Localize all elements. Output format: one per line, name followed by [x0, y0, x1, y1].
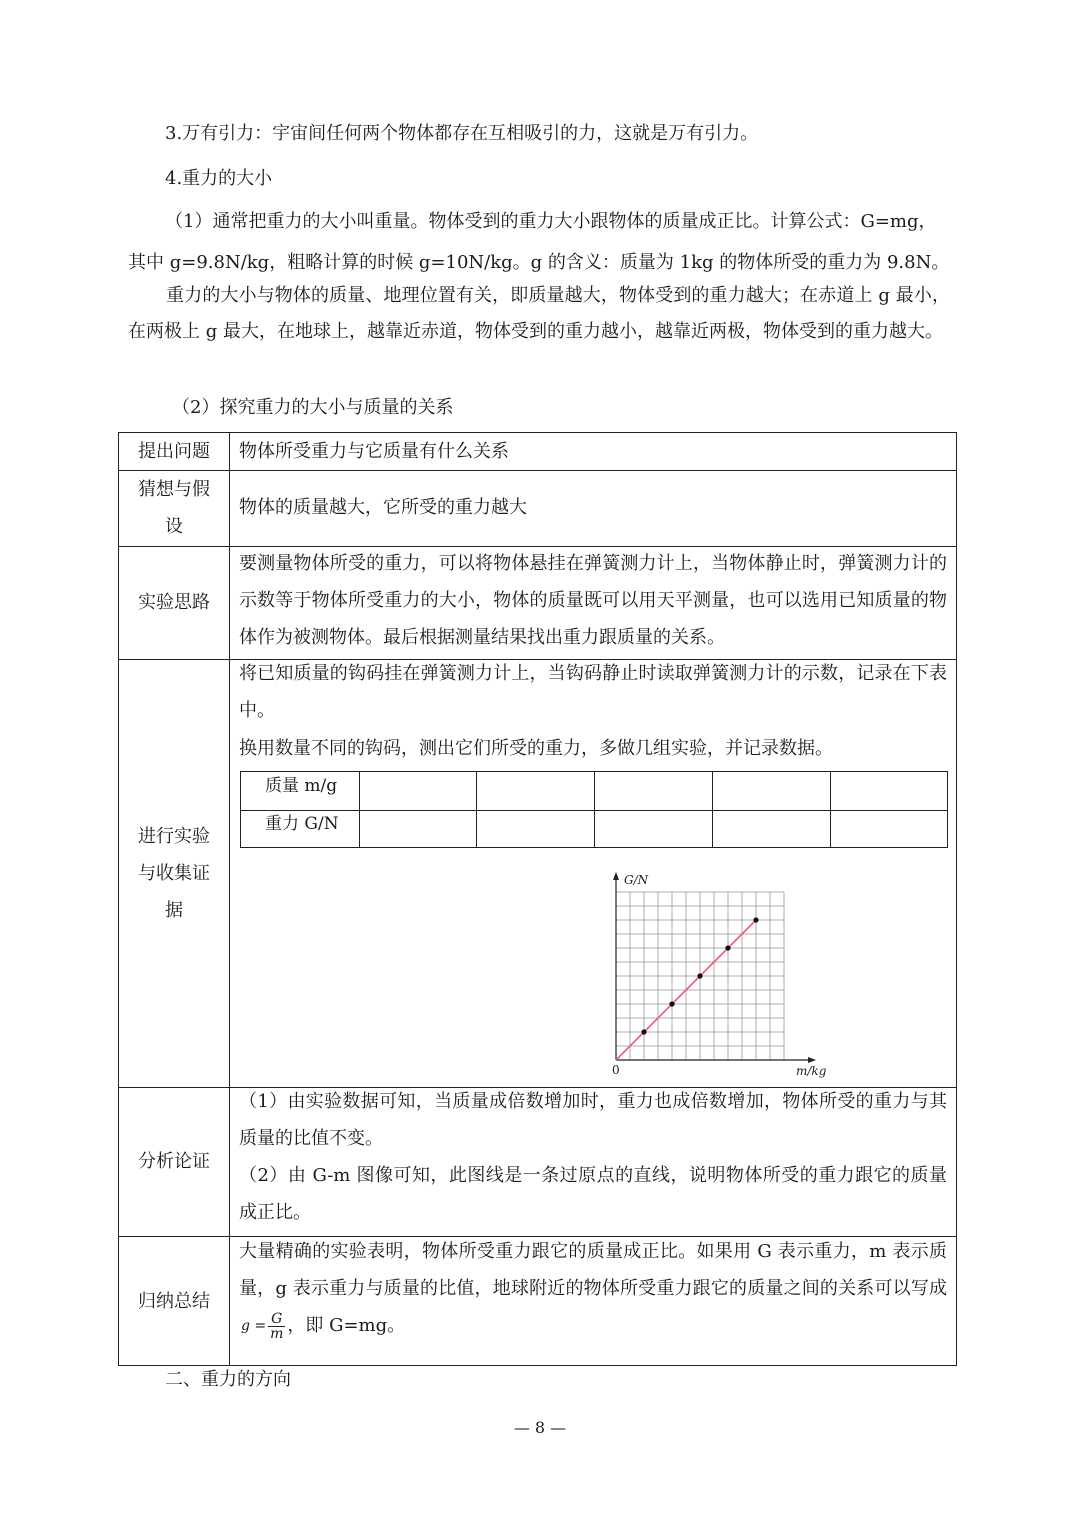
chart-origin-label: 0	[612, 1063, 620, 1077]
para-3: （2）探究重力的大小与质量的关系	[172, 397, 454, 418]
chart-y-arrow	[613, 872, 619, 880]
g-m-chart	[489, 848, 849, 1083]
page-number: — 8 —	[513, 1418, 567, 1437]
item-3: 3.万有引力：宇宙间任何两个物体都存在互相吸引的力，这就是万有引力。	[165, 123, 759, 144]
experiment-table	[118, 432, 957, 1366]
row-content-hypothesis: 物体的质量越大，它所受的重力越大	[239, 497, 527, 518]
row-content-approach: 要测量物体所受的重力，可以将物体悬挂在弹簧测力计上，当物体静止时，弹簧测力计的示数等于物体所受重力的大小，物体的质量既可以用天平测量，也可以选用已知质量的物体作为被测物体。最后根据测量结果找出重力跟质量的关系。	[239, 553, 947, 648]
row-header-summary: 归纳总结	[138, 1291, 210, 1312]
row-content-analysis-2: （2）由 G-m 图像可知，此图线是一条过原点的直线，说明物体所受的重力跟它的质量成正比。	[239, 1165, 947, 1223]
para-2: 重力的大小与物体的质量、地理位置有关，即质量越大，物体受到的重力越大；在赤道上 g 最小，在两极上 g 最大，在地球上，越靠近赤道，物体受到的重力越小，越靠近两极，物体受到的重力越大。	[128, 285, 950, 342]
row-header-analysis: 分析论证	[138, 1151, 210, 1172]
chart-data-point	[641, 1029, 646, 1034]
chart-data-point	[669, 1001, 674, 1006]
section-heading: 二、重力的方向	[165, 1369, 291, 1390]
para-1-line-2: 其中 g=9.8N/kg，粗略计算的时候 g=10N/kg。g 的含义：质量为 1kg 的物体所受的重力为 9.8N。	[128, 252, 950, 273]
chart-y-axis-label: G/N	[624, 873, 649, 887]
formula-g: g = $\frac{G}{m}$	[241, 1310, 284, 1342]
row-content-analysis-1: （1）由实验数据可知，当质量成倍数增加时，重力也成倍数增加，物体所受的重力与其质量的比值不变。	[239, 1091, 947, 1149]
row-header-question: 提出问题	[138, 441, 210, 462]
row-header-experiment: 进行实验与收集证据	[138, 825, 210, 921]
row-content-experiment-2: 换用数量不同的钩码，测出它们所受的重力，多做几组实验，并记录数据。	[239, 738, 833, 759]
para-1-line-1: （1）通常把重力的大小叫重量。物体受到的重力大小跟物体的质量成正比。计算公式：G=mg，	[165, 211, 937, 232]
row-content-summary: 大量精确的实验表明，物体所受重力跟它的质量成正比。如果用 G 表示重力，m 表示质量，g 表示重力与质量的比值，地球附近的物体所受重力跟它的质量之间的关系可以写成 g = $\frac{G}{m}$ ，即 G=mg。	[239, 1241, 947, 1342]
chart-x-arrow	[808, 1057, 816, 1063]
chart-data-point	[725, 945, 730, 950]
item-4: 4.重力的大小	[165, 168, 273, 189]
row-content-experiment-1: 将已知质量的钩码挂在弹簧测力计上，当钩码静止时读取弹簧测力计的示数，记录在下表中。	[239, 663, 947, 721]
data-table-weight-label: 重力 G/N	[265, 814, 339, 834]
chart-x-axis-label: m/kg	[796, 1064, 827, 1078]
chart-data-point	[753, 917, 758, 922]
row-header-approach: 实验思路	[138, 592, 210, 613]
data-table-mass-label: 质量 m/g	[265, 776, 338, 796]
data-table	[240, 771, 948, 848]
row-header-hypothesis: 猜想与假设	[138, 479, 210, 537]
chart-data-point	[697, 973, 702, 978]
row-content-question: 物体所受重力与它质量有什么关系	[239, 441, 509, 462]
